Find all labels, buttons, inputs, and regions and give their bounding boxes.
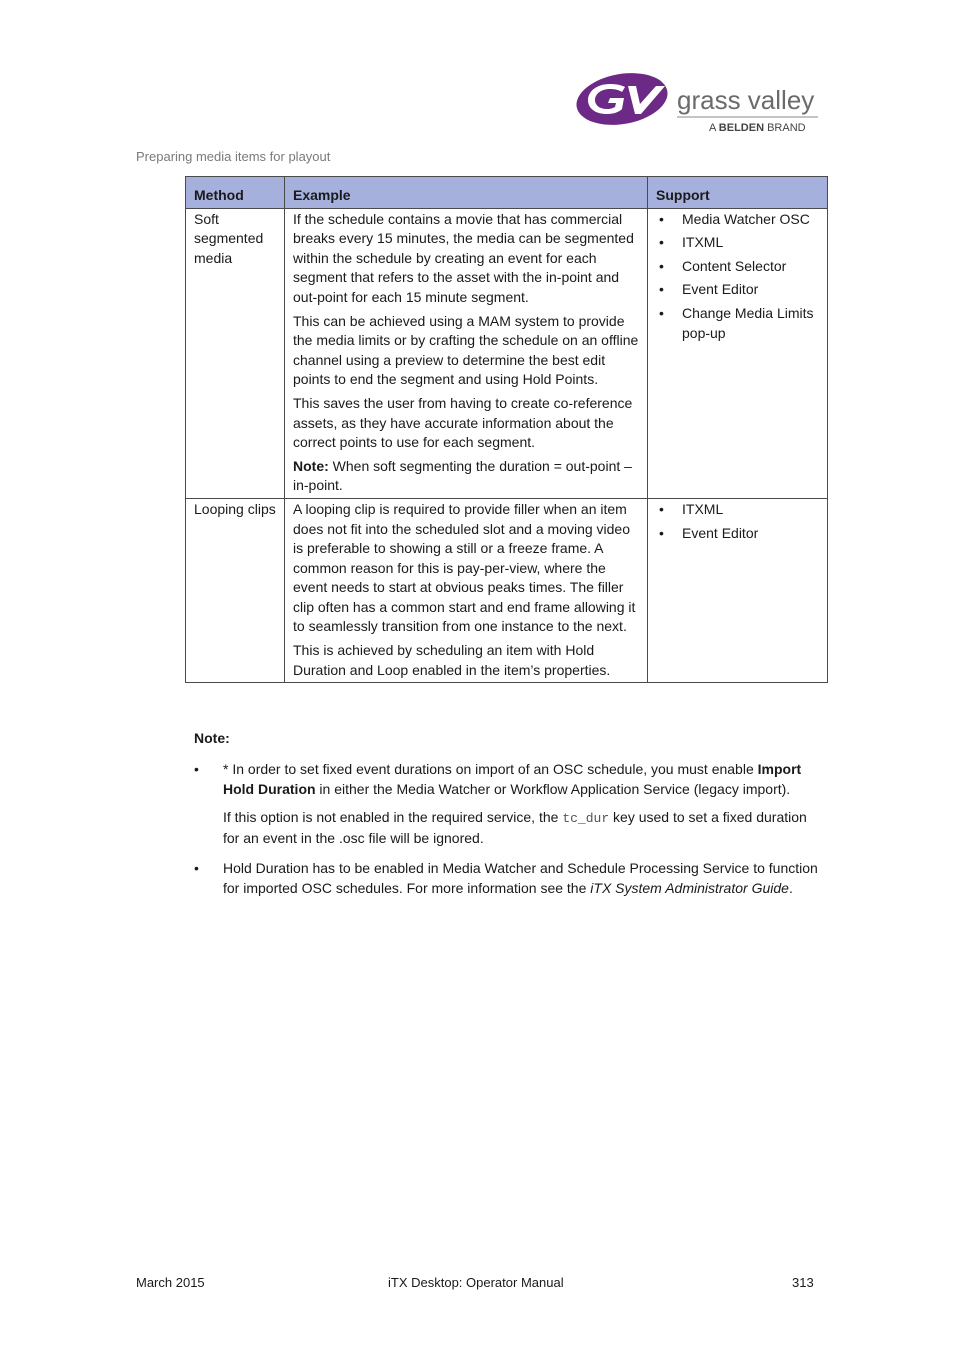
running-header: Preparing media items for playout <box>136 149 331 164</box>
note-emphasis: Import Hold Duration <box>223 761 802 797</box>
table-row <box>186 498 828 682</box>
method-cell: Looping clips <box>186 498 285 682</box>
note-heading: Note: <box>194 730 230 746</box>
note-text: in either the Media Watcher or Workflow Application Service (legacy import). <box>315 780 791 797</box>
note-text: * In order to set fixed event durations on import of an OSC schedule, you must enable <box>223 761 758 777</box>
list-item: • Change Media Limits pop-up <box>656 304 819 343</box>
table-row <box>186 208 828 498</box>
footer-title: iTX Desktop: Operator Manual <box>388 1275 564 1290</box>
header-support: Support <box>648 177 828 209</box>
support-cell <box>648 498 828 682</box>
footer-date: March 2015 <box>136 1275 205 1290</box>
note-bullet <box>194 760 824 848</box>
note-bullets <box>194 760 824 910</box>
bullet-dot: • <box>194 860 199 877</box>
header-example: Example <box>285 177 648 209</box>
methods-table <box>185 176 828 683</box>
support-list <box>656 500 819 543</box>
support-list <box>656 210 819 344</box>
note-text: When soft segmenting the duration = out-point – in-point. <box>293 457 632 494</box>
header-method: Method <box>186 177 285 209</box>
list-item: • Event Editor <box>656 524 819 544</box>
list-item: • Event Editor <box>656 280 819 300</box>
example-paragraph: This is achieved by scheduling an item with Hold Duration and Loop enabled in the item’s properties. <box>293 642 611 678</box>
example-cell <box>285 208 648 498</box>
brand-name: grass valley <box>677 85 815 115</box>
bullet-dot: • <box>194 761 199 777</box>
note-paragraph <box>223 808 824 848</box>
code-key: tc_dur <box>562 811 610 827</box>
method-cell: Soft segmented media <box>186 208 285 498</box>
brand-tagline-c: BRAND <box>767 122 806 134</box>
list-item: • ITXML <box>656 233 819 253</box>
note-text: Hold Duration has to be enabled in Media Watcher and Schedule Processing Service to function for imported OSC schedules. For more information see the <box>223 860 818 896</box>
table-header-row <box>186 177 828 209</box>
support-cell <box>648 208 828 498</box>
grass-valley-logo <box>574 72 822 134</box>
guide-title: iTX System Administrator Guide <box>590 879 789 896</box>
note-paragraph <box>223 760 824 799</box>
list-item: • ITXML <box>656 500 819 520</box>
brand-tagline-a: A <box>709 122 716 134</box>
note-bullet <box>194 859 824 898</box>
footer-page-number: 313 <box>792 1275 814 1290</box>
svg-text:A BELDEN BRAND <box>709 122 806 134</box>
note-text: If this option is not enabled in the required service, the <box>223 809 563 826</box>
list-item: • Content Selector <box>656 257 819 277</box>
example-paragraph: A looping clip is required to provide filler when an item does not fit into the scheduled slot and a moving video is preferable to showing a still or a freeze frame. A common reason for this is pay-per-view, where the event needs to start at obvious peaks times. The filler clip often has a common start and end frame allowing it to seamlessly transition from one instance to the next. <box>293 500 636 635</box>
note-label: Note: <box>293 457 329 474</box>
brand-tagline-b: BELDEN <box>718 122 765 134</box>
example-paragraph: This can be achieved using a MAM system to provide the media limits or by crafting the schedule on an offline channel using a preview to determine the best edit points to end the segment and using Hold Points. <box>293 312 639 388</box>
example-paragraph: If the schedule contains a movie that has commercial breaks every 15 minutes, the media can be segmented within the schedule by creating an event for each segment that refers to the asset with the in-point and out-point for each 15 minute segment. <box>293 210 634 305</box>
example-paragraph: This saves the user from having to create co-reference assets, as they have accurate information about the correct points to use for each segment. <box>293 394 633 451</box>
list-item: • Media Watcher OSC <box>656 210 819 230</box>
example-note <box>293 457 639 496</box>
note-text: . <box>788 879 793 896</box>
example-cell <box>285 498 648 682</box>
note-paragraph <box>223 859 824 898</box>
note-text: key used to set a fixed duration for an event in the .osc file will be ignored. <box>223 809 807 846</box>
